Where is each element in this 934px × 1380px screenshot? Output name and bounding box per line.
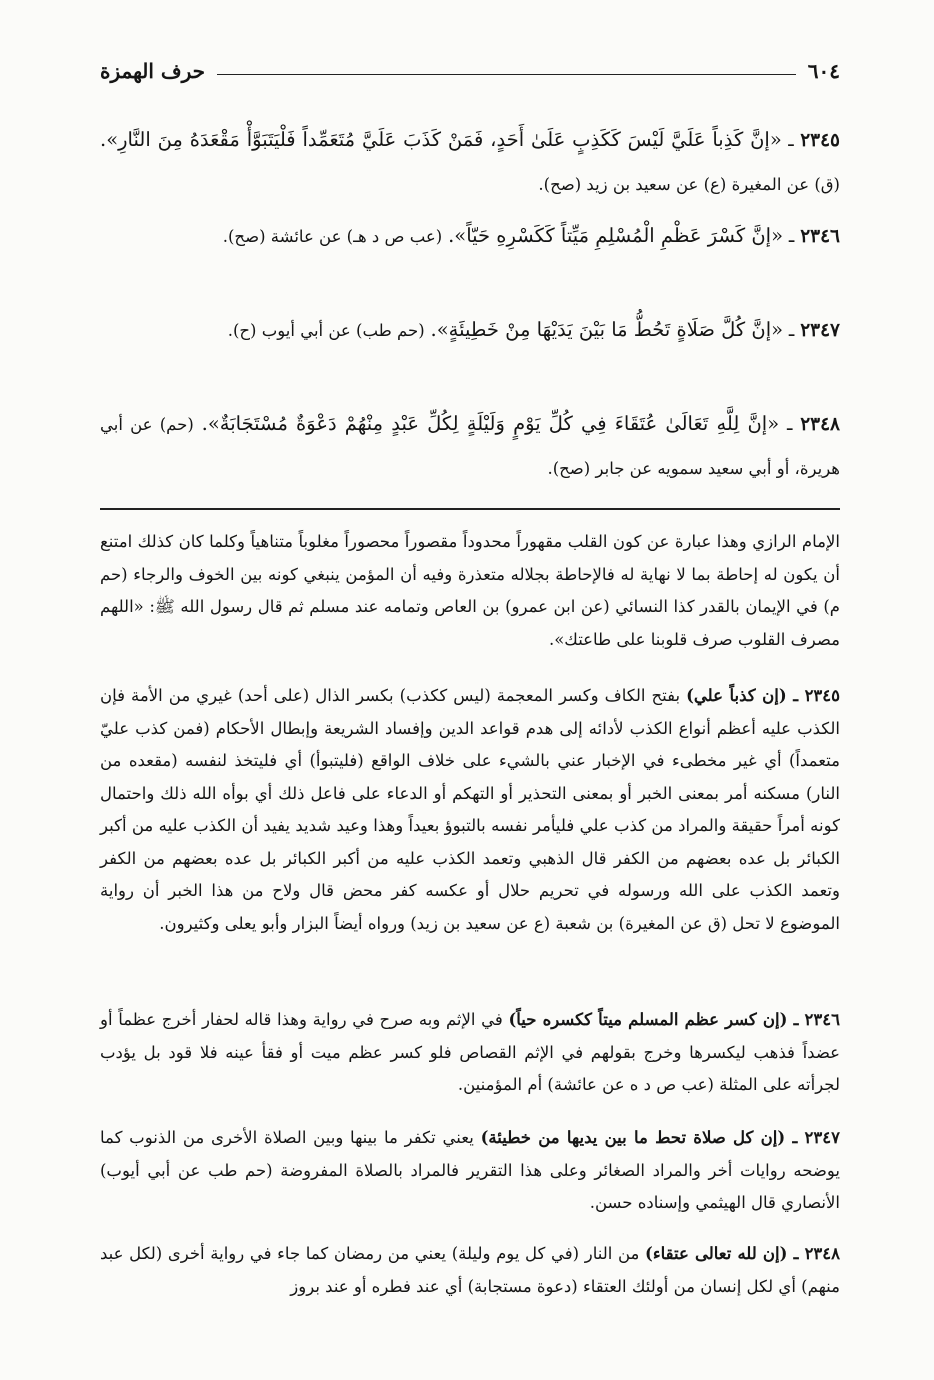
commentary-text: الإمام الرازي وهذا عبارة عن كون القلب مقهوراً محدوداً مقصوراً محصوراً مغلوباً متناهياً وكلما كان كذلك امتنع أن يكون له إحاطة بما لا نهاية له فالإحاطة بجلاله متعذرة وفيه أن المؤمن ينبغي كونه بين الخوف والرجاء (حم م) في الإيمان بالقدر كذا النسائي (عن ابن عمرو) بن العاص وتمامه عند مسلم ثم قال رسول الله ﷺ: «اللهم مصرف القلوب صرف قلوبنا على طاعتك».: [100, 532, 840, 649]
commentary-2345: [100, 680, 840, 940]
hadith-number: ٢٣٤٦: [800, 226, 840, 247]
hadith-2346: ٢٣٤٦ ـ «إنَّ كَسْرَ عَظْمِ الْمُسْلِمِ مَيِّتاً كَكَسْرِهِ حَيّاً». (عب ص د هـ) عن عائشة (صح).: [222, 224, 840, 247]
commentary-2347: [100, 1122, 840, 1220]
commentary-lead: ٢٣٤٥ ـ (إن كذباً علي): [686, 686, 841, 705]
commentary-text: في الإثم وبه صرح في رواية وهذا قاله لحفار أخرج عظماً أو عضداً فذهب ليكسرها وخرج بقولهم في الإثم القصاص فلو كسر عظم ميت أو فقأ عينه فلا قود بل يؤدب لجرأته على المثلة (عب ص د ه عن عائشة) أم المؤمنين.: [100, 1010, 840, 1094]
hadith-text: «إنَّ لِلَّهِ تَعَالَىٰ عُتَقَاءَ فِي كُلِّ يَوْمٍ وَلَيْلَةٍ لِكُلِّ عَبْدٍ مِنْهُمْ دَعْوَةٌ مُسْتَجَابَةٌ».: [201, 412, 780, 435]
chapter-title: حرف الهمزة: [100, 59, 206, 83]
commentary-lead: ٢٣٤٨ ـ (إن لله تعالى عتقاء): [645, 1244, 841, 1263]
header-rule: [217, 74, 796, 75]
hadith-source: (عب ص د هـ) عن عائشة (صح).: [222, 227, 443, 246]
commentary-text: يعني تكفر ما بينها وبين الصلاة الأخرى من الذنوب كما يوضحه روايات أخر والمراد الصغائر وعلى هذا التقرير فالمراد بالصلاة المفروضة (حم طب عن أبي أيوب) الأنصاري قال الهيثمي وإسناده حسن.: [100, 1128, 840, 1212]
hadith-text: «إنَّ كَذِباً عَلَيَّ لَيْسَ كَكَذِبٍ عَلَىٰ أَحَدٍ، فَمَنْ كَذَبَ عَلَيَّ مُتَعَمِّداً فَلْيَتَبَوَّأْ مَقْعَدَهُ مِنَ النَّارِ».: [100, 128, 782, 151]
commentary-lead: ٢٣٤٦ ـ (إن كسر عظم المسلم ميتاً ككسره حياً): [508, 1010, 840, 1029]
hadith-number: ٢٣٤٧: [800, 320, 840, 341]
hadith-number: ٢٣٤٥: [800, 130, 840, 151]
hadith-source: (حم طب) عن أبي أيوب (ح).: [227, 321, 425, 340]
commentary-text: بفتح الكاف وكسر المعجمة (ليس ككذب) بكسر الذال (على أحد) غيري من الأمة فإن الكذب عليه أعظم أنواع الكذب لأدائه إلى هدم قواعد الدين وإفساد الشريعة وإبطال الأحكام (فمن كذب عليّ متعمداً) أي غير مخطىء في الإخبار عني بالشيء على خلاف الواقع (فليتبوأ) أي فليتخذ لنفسه (مقعده من النار) مسكنه أمر بمعنى الخبر أو بمعنى التحذير أو التهكم أو الدعاء على فاعل ذلك أي بوأه الله ذلك واحتمال كونه أمراً حقيقة والمراد من كذب علي فليأمر نفسه بالتبوؤ بعيداً وهذا وعيد شديد يفيد أن الكذب عليه من أكبر الكبائر بل عده بعضهم من الكفر قال الذهبي وتعمد الكذب عليه من أكبر الكبائر بل عده بعضهم من الكفر وتعمد الكذب على الله ورسوله في تحريم حلال أو عكسه كفر محض قال ولاح من هذا الخبر أن رواية الموضوع لا تحل (ق عن المغيرة) بن شعبة (ع عن سعيد بن زيد) ورواه أيضاً البزار وأبو يعلى وكثيرون.: [100, 686, 840, 933]
hadith-source: (حم) عن أبي هريرة، أو أبي سعيد سمويه عن جابر (صح).: [100, 415, 840, 478]
commentary-lead: ٢٣٤٧ ـ (إن كل صلاة تحط ما بين يديها من خطيئة): [480, 1128, 840, 1147]
running-header: [100, 56, 840, 86]
page-number: ٦٠٤: [807, 59, 840, 83]
commentary-2346: [100, 1004, 840, 1102]
hadith-text: «إنَّ كُلَّ صَلَاةٍ تَحُطُّ مَا بَيْنَ يَدَيْهَا مِنْ خَطِيئَةٍ».: [430, 318, 784, 341]
commentary-2348: [100, 1238, 840, 1303]
footnote-separator: [100, 508, 840, 510]
commentary-paragraph: [100, 526, 840, 656]
hadith-source: (ق) عن المغيرة (ع) عن سعيد بن زيد (صح).: [538, 175, 840, 194]
hadith-2348: ٢٣٤٨ ـ «إنَّ لِلَّهِ تَعَالَىٰ عُتَقَاءَ فِي كُلِّ يَوْمٍ وَلَيْلَةٍ لِكُلِّ عَبْدٍ مِنْهُمْ دَعْوَةٌ مُسْتَجَابَةٌ». (حم) عن أبي هريرة، أو أبي سعيد سمويه عن جابر (صح).: [100, 412, 840, 478]
hadith-2345: ٢٣٤٥ ـ «إنَّ كَذِباً عَلَيَّ لَيْسَ كَكَذِبٍ عَلَىٰ أَحَدٍ، فَمَنْ كَذَبَ عَلَيَّ مُتَعَمِّداً فَلْيَتَبَوَّأْ مَقْعَدَهُ مِنَ النَّارِ». (ق) عن المغيرة (ع) عن سعيد بن زيد (صح).: [100, 128, 840, 194]
hadith-text: «إنَّ كَسْرَ عَظْمِ الْمُسْلِمِ مَيِّتاً كَكَسْرِهِ حَيّاً».: [448, 224, 784, 247]
hadith-number: ٢٣٤٨: [800, 414, 840, 435]
hadith-2347: ٢٣٤٧ ـ «إنَّ كُلَّ صَلَاةٍ تَحُطُّ مَا بَيْنَ يَدَيْهَا مِنْ خَطِيئَةٍ». (حم طب) عن أبي أيوب (ح).: [227, 318, 840, 341]
commentary-text: من النار (في كل يوم وليلة) يعني من رمضان كما جاء في رواية أخرى (لكل عبد منهم) أي لكل إنسان من أولئك العتقاء (دعوة مستجابة) أي عند فطره أو عند بروز: [100, 1244, 840, 1296]
